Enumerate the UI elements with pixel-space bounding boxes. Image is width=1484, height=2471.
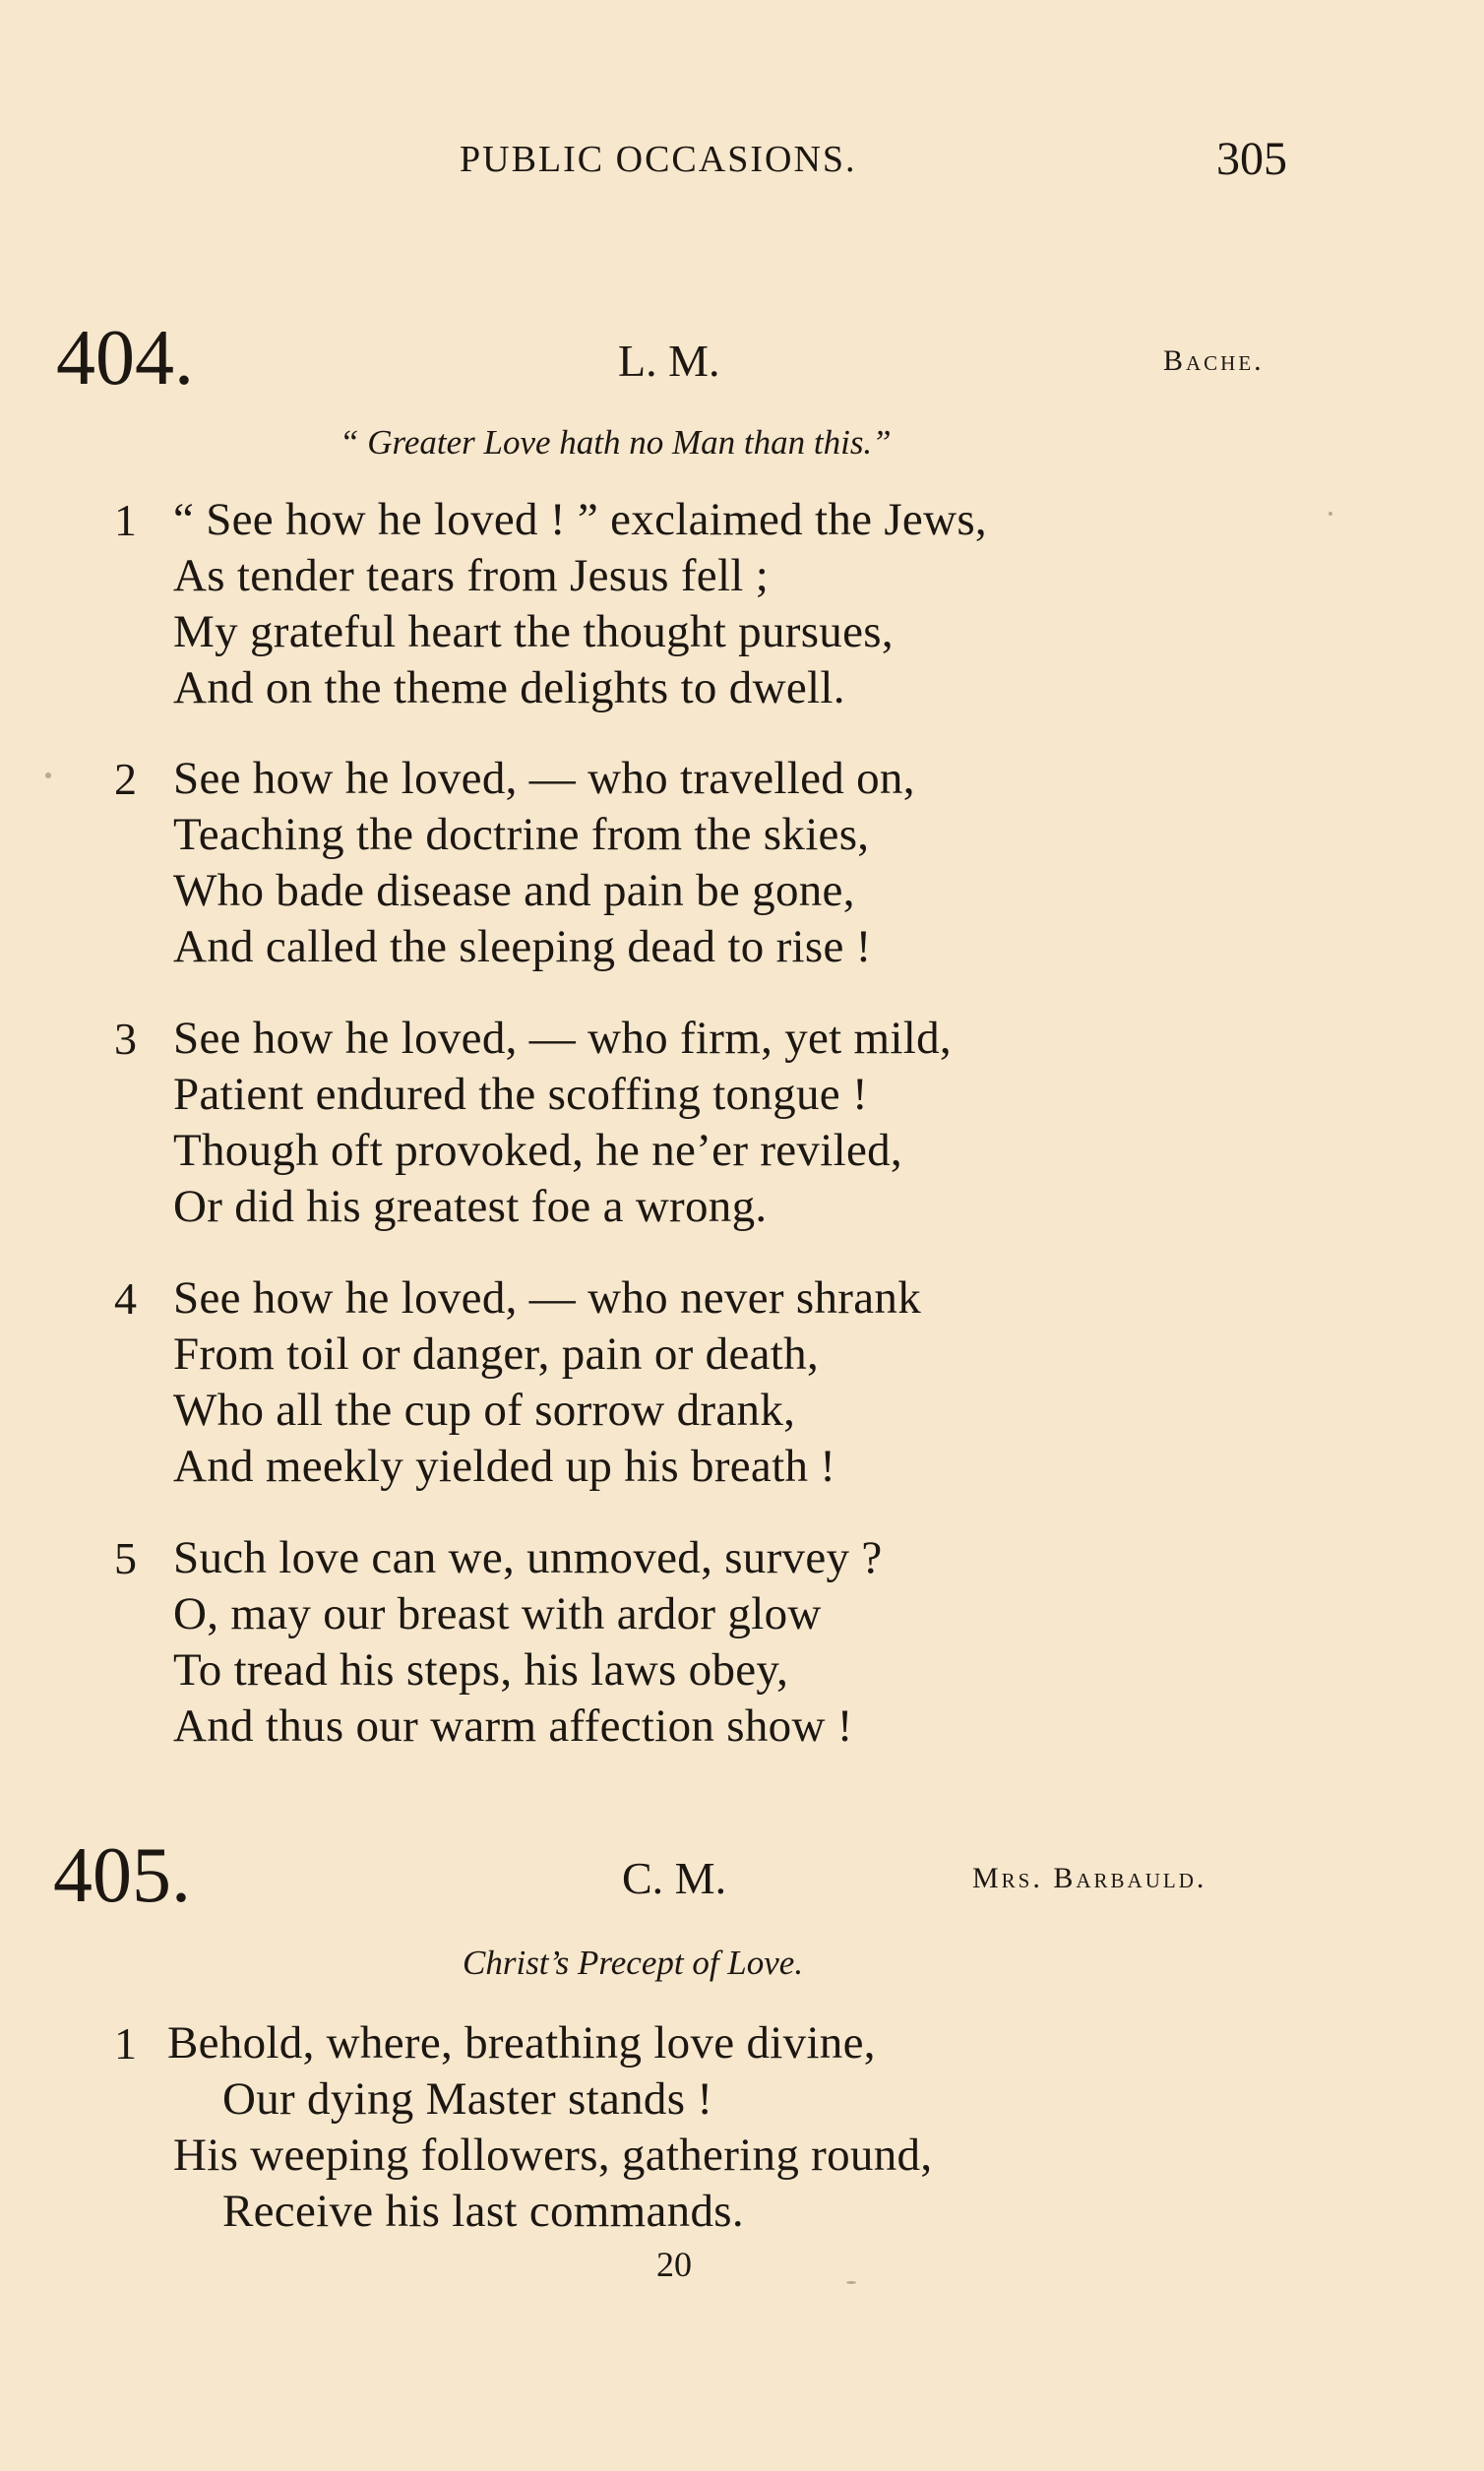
verse-line: His weeping followers, gathering round, — [173, 2130, 933, 2181]
verse-line: See how he loved, — who firm, yet mild, — [173, 1013, 952, 1064]
verse-line: See how he loved, — who never shrank — [173, 1272, 921, 1324]
verse-number: 5 — [114, 1533, 137, 1583]
verse-line: Though oft provoked, he ne’er reviled, — [173, 1125, 902, 1176]
verse-line: Our dying Master stands ! — [222, 2073, 713, 2125]
running-title: PUBLIC OCCASIONS. — [460, 139, 857, 180]
verse-line: “ See how he loved ! ” exclaimed the Jews, — [173, 494, 987, 545]
verse-line: To tread his steps, his laws obey, — [173, 1644, 789, 1696]
verse-number: 2 — [114, 754, 137, 804]
verse-lines — [167, 2015, 932, 2240]
verse-lines — [173, 1011, 952, 1235]
verse-line: See how he loved, — who travelled on, — [173, 753, 915, 804]
paper-speck — [846, 2281, 856, 2284]
verse-number: 3 — [114, 1014, 137, 1064]
paper-speck — [45, 772, 51, 778]
verse-number: 4 — [114, 1273, 137, 1324]
verse-line: And called the sleeping dead to rise ! — [173, 921, 872, 972]
verse-line: My grateful heart the thought pursues, — [173, 606, 894, 657]
verse-lines — [173, 1530, 883, 1755]
verse-line: O, may our breast with ardor glow — [173, 1588, 822, 1639]
verse-line: Such love can we, unmoved, survey ? — [173, 1532, 883, 1583]
verse-line: Patient endured the scoffing tongue ! — [173, 1069, 868, 1120]
verse-line: From toil or danger, pain or death, — [173, 1328, 820, 1380]
verse-number: 1 — [114, 495, 137, 545]
verse-line: Receive his last commands. — [222, 2186, 744, 2237]
hymn-number: 405. — [53, 1832, 191, 1919]
verse-line: Who all the cup of sorrow drank, — [173, 1385, 796, 1436]
verse-line: And meekly yielded up his breath ! — [173, 1441, 836, 1492]
hymn-author: Mrs. Barbauld. — [972, 1862, 1207, 1894]
verse-line: Behold, where, breathing love divine, — [167, 2017, 876, 2069]
verse-line: As tender tears from Jesus fell ; — [173, 550, 770, 601]
hymn-meter: L. M. — [618, 336, 720, 386]
paper-speck — [1329, 512, 1332, 516]
verse-lines — [173, 492, 987, 716]
verse-line: Teaching the doctrine from the skies, — [173, 809, 870, 860]
hymn-number: 404. — [56, 315, 194, 402]
verse-line: Who bade disease and pain be gone, — [173, 865, 855, 916]
signature-mark: 20 — [656, 2245, 692, 2284]
hymn-subtitle: “ Greater Love hath no Man than this.” — [340, 423, 892, 462]
hymn-subtitle: Christ’s Precept of Love. — [463, 1944, 804, 1982]
verse-number: 1 — [114, 2018, 137, 2069]
verse-line: And thus our warm affection show ! — [173, 1700, 853, 1752]
hymn-author: Bache. — [1163, 344, 1265, 377]
verse-lines — [173, 1270, 921, 1495]
page-number: 305 — [1216, 133, 1287, 185]
verse-line: And on the theme delights to dwell. — [173, 662, 845, 713]
hymn-meter: C. M. — [622, 1853, 727, 1903]
verse-line: Or did his greatest foe a wrong. — [173, 1181, 768, 1232]
verse-lines — [173, 751, 915, 975]
